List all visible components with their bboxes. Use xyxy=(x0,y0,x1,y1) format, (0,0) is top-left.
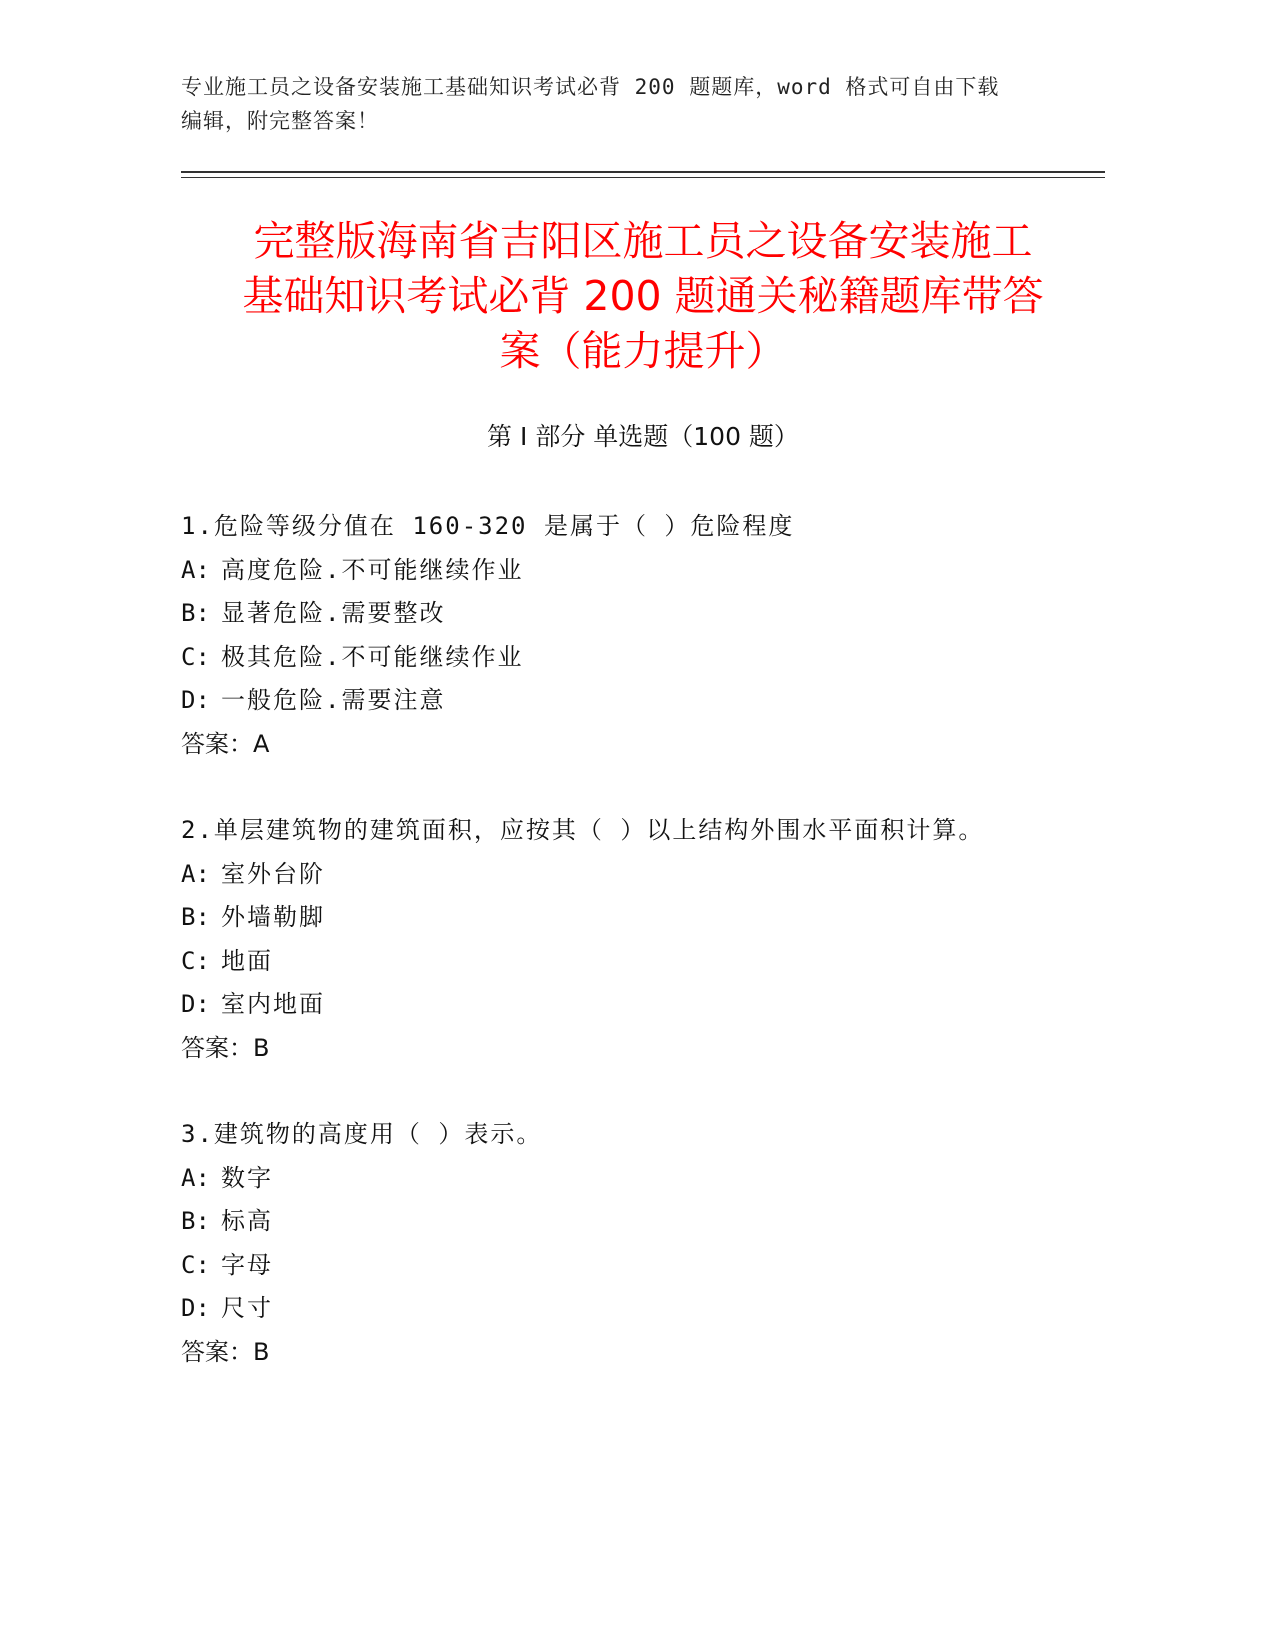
option-letter: D: xyxy=(181,990,210,1018)
option-text: 标高 xyxy=(221,1207,273,1235)
option-letter: A: xyxy=(181,555,210,584)
option-letter: B: xyxy=(181,599,210,627)
option-letter: C: xyxy=(181,946,210,975)
option-d xyxy=(181,679,1105,723)
header-divider-thick xyxy=(181,171,1105,173)
option-text: 一般危险.需要注意 xyxy=(221,686,446,714)
document-title-line-2: 基础知识考试必背 200 题通关秘籍题库带答 xyxy=(242,272,1044,320)
option-text: 外墙勒脚 xyxy=(221,903,325,931)
section-heading: 第 I 部分 单选题（100 题） xyxy=(487,422,799,451)
option-text: 数字 xyxy=(221,1163,273,1192)
option-text: 室外台阶 xyxy=(221,859,325,888)
question-item xyxy=(181,505,1105,766)
question-stem: 1.危险等级分值在 160-320 是属于（ ）危险程度 xyxy=(181,512,795,540)
document-title xyxy=(181,214,1105,379)
question-stem: 3.建筑物的高度用（ ）表示。 xyxy=(181,1120,543,1148)
option-a xyxy=(181,1157,1105,1201)
option-b xyxy=(181,1200,1105,1244)
option-letter: D: xyxy=(181,1294,210,1322)
header-note-line-1: 专业施工员之设备安装施工基础知识考试必背 200 题题库，word 格式可自由下载 xyxy=(181,75,1000,99)
document-title-line-3: 案（能力提升） xyxy=(499,327,787,375)
answer-line: 答案：A xyxy=(181,729,270,758)
option-text: 显著危险.需要整改 xyxy=(221,599,446,627)
header-divider-thin xyxy=(181,177,1105,178)
answer-line: 答案：B xyxy=(181,1337,270,1366)
option-letter: D: xyxy=(181,686,210,714)
option-letter: A: xyxy=(181,1163,210,1192)
option-text: 地面 xyxy=(221,946,273,975)
option-d xyxy=(181,1287,1105,1331)
option-text: 尺寸 xyxy=(221,1294,273,1322)
question-item xyxy=(181,1113,1105,1374)
option-c xyxy=(181,636,1105,680)
answer-line: 答案：B xyxy=(181,1033,270,1062)
option-letter: A: xyxy=(181,859,210,888)
option-letter: C: xyxy=(181,642,210,671)
question-stem: 2.单层建筑物的建筑面积，应按其（ ）以上结构外围水平面积计算。 xyxy=(181,816,985,844)
option-text: 高度危险.不可能继续作业 xyxy=(221,555,524,584)
option-b xyxy=(181,896,1105,940)
question-list xyxy=(181,505,1105,1417)
option-d xyxy=(181,983,1105,1027)
option-letter: B: xyxy=(181,1207,210,1235)
option-b xyxy=(181,592,1105,636)
option-c xyxy=(181,1244,1105,1288)
option-text: 字母 xyxy=(221,1250,273,1279)
option-letter: B: xyxy=(181,903,210,931)
header-note-line-2: 编辑，附完整答案！ xyxy=(181,109,379,133)
option-letter: C: xyxy=(181,1250,210,1279)
question-item xyxy=(181,809,1105,1070)
option-c xyxy=(181,940,1105,984)
option-text: 室内地面 xyxy=(221,990,325,1018)
option-a xyxy=(181,549,1105,593)
document-title-line-1: 完整版海南省吉阳区施工员之设备安装施工 xyxy=(253,217,1033,265)
option-a xyxy=(181,853,1105,897)
option-text: 极其危险.不可能继续作业 xyxy=(221,642,524,671)
header-note xyxy=(181,70,1061,138)
